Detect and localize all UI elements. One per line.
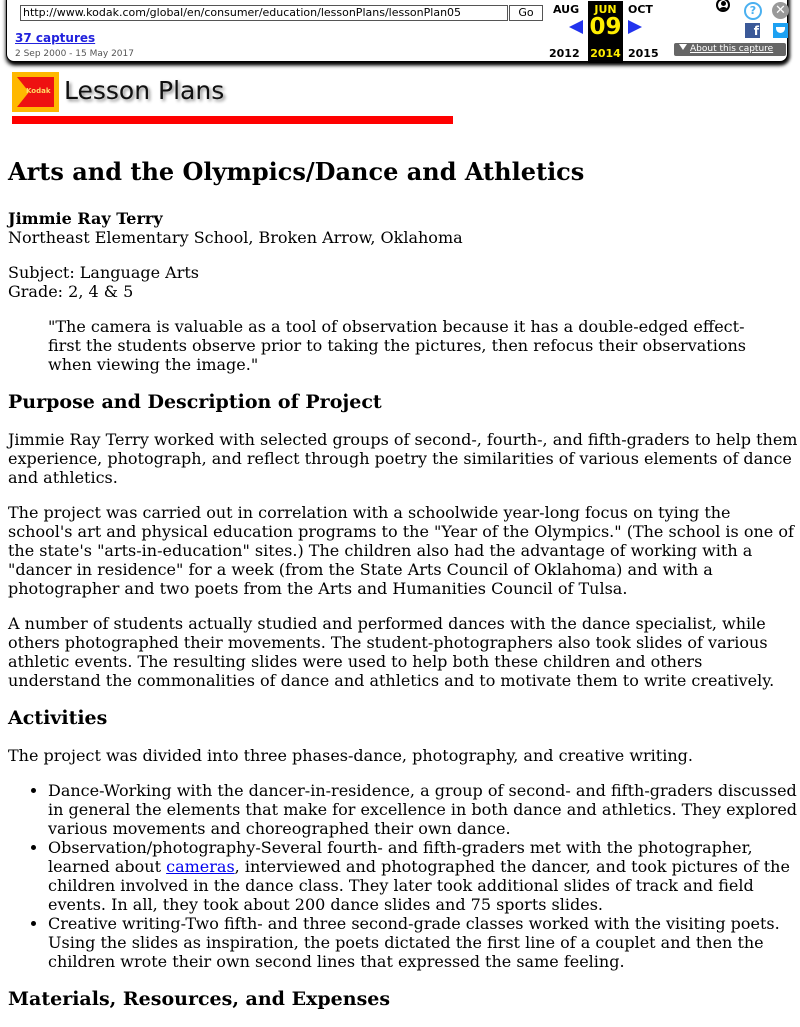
go-button[interactable]: Go (509, 5, 543, 21)
banner-title: Lesson Plans (64, 76, 225, 105)
cameras-link[interactable]: cameras (166, 857, 235, 876)
capture-date-range: 2 Sep 2000 - 15 May 2017 (15, 49, 134, 59)
main-content (8, 152, 800, 1027)
materials-heading: Materials, Resources, and Expenses (8, 988, 391, 1010)
close-icon[interactable]: ✕ (772, 2, 789, 19)
wayback-toolbar (6, 0, 788, 62)
twitter-icon[interactable] (773, 23, 788, 38)
help-icon[interactable]: ? (744, 2, 762, 20)
activities-list (8, 781, 800, 971)
captures-link[interactable]: 37 captures (15, 31, 96, 45)
facebook-icon[interactable]: f (745, 23, 760, 38)
current-capture (588, 1, 623, 63)
activity-text: , interviewed and photographed the dancer, and took pictures of the children involved in the dance class. They later took additional slides of track and field events. In all, they took about 200 dance slides and 75 sports slides. (48, 857, 790, 914)
purpose-paragraph: A number of students actually studied and performed dances with the dance specialist, while others photographed their movements. The student-photographers also took slides of various athletic events. The resulting slides were used to help both these children and others understand the commonalities of dance and athletics and to motivate them to write creatively. (8, 614, 775, 690)
next-capture-arrow-icon[interactable] (628, 20, 642, 34)
current-month: JUN (594, 3, 617, 16)
school-name: Northeast Elementary School, Broken Arrow, Oklahoma (8, 228, 463, 247)
next-year-link[interactable]: 2015 (628, 47, 659, 60)
lesson-plans-banner (12, 72, 453, 125)
current-day: 09 (589, 14, 622, 40)
caret-down-icon (679, 44, 687, 50)
kodak-logo-text: Kodak (26, 87, 51, 95)
kodak-logo (12, 72, 59, 112)
activity-text: Observation/photography-Several fourth- and fifth-graders met with the photographer, learned about (48, 838, 753, 876)
prev-month-link[interactable]: AUG (553, 3, 580, 16)
prev-year-link[interactable]: 2012 (549, 47, 580, 60)
prev-capture-arrow-icon[interactable] (569, 20, 583, 34)
quote: "The camera is valuable as a tool of observation because it has a double-edged effect-first the students observe prior to taking the pictures, then refocus their observations when viewing the image." (48, 317, 746, 374)
current-year: 2014 (590, 47, 621, 60)
author-name: Jimmie Ray Terry (8, 209, 163, 228)
activity-item (48, 838, 800, 914)
activity-item: • Dance-Working with the dancer-in-residence, a group of second- and fifth-graders discussed in general the elements that make for excellence in both dance and athletics. They explored various movements and choreographed their own dance. (48, 781, 800, 838)
purpose-heading: Purpose and Description of Project (8, 391, 382, 413)
next-month-link[interactable]: OCT (628, 3, 653, 16)
activity-item: • Creative writing-Two fifth- and three second-grade classes worked with the visiting poets. Using the slides as inspiration, the poets dictated the first line of a couplet and then the children wrote their own second lines that expressed the same feeling. (48, 914, 800, 971)
purpose-paragraph: Jimmie Ray Terry worked with selected groups of second-, fourth-, and fifth-graders to help them experience, photograph, and reflect through poetry the similarities of various elements of dance and athletics. (8, 430, 798, 487)
grade: Grade: 2, 4 & 5 (8, 282, 134, 301)
subject: Subject: Language Arts (8, 263, 199, 282)
user-icon[interactable] (716, 0, 730, 12)
banner-red-bar (12, 116, 453, 124)
url-input[interactable]: http://www.kodak.com/global/en/consumer/education/lessonPlans/lessonPlan05 (20, 5, 508, 21)
about-capture-button[interactable] (674, 43, 786, 56)
page-title: Arts and the Olympics/Dance and Athletics (8, 157, 585, 186)
purpose-paragraph: The project was carried out in correlation with a schoolwide year-long focus on tying the school's art and physical education programs to the "Year of the Olympics." (The school is one of the state's "arts-in-education" sites.) The children also had the advantage of working with a "dancer in residence" for a week (from the State Arts Council of Oklahoma) and with a photographer and two poets from the Arts and Humanities Council of Tulsa. (8, 503, 794, 598)
activities-heading: Activities (8, 707, 108, 729)
activities-intro: The project was divided into three phases-dance, photography, and creative writing. (8, 746, 693, 765)
about-capture-label: About this capture (690, 44, 774, 54)
